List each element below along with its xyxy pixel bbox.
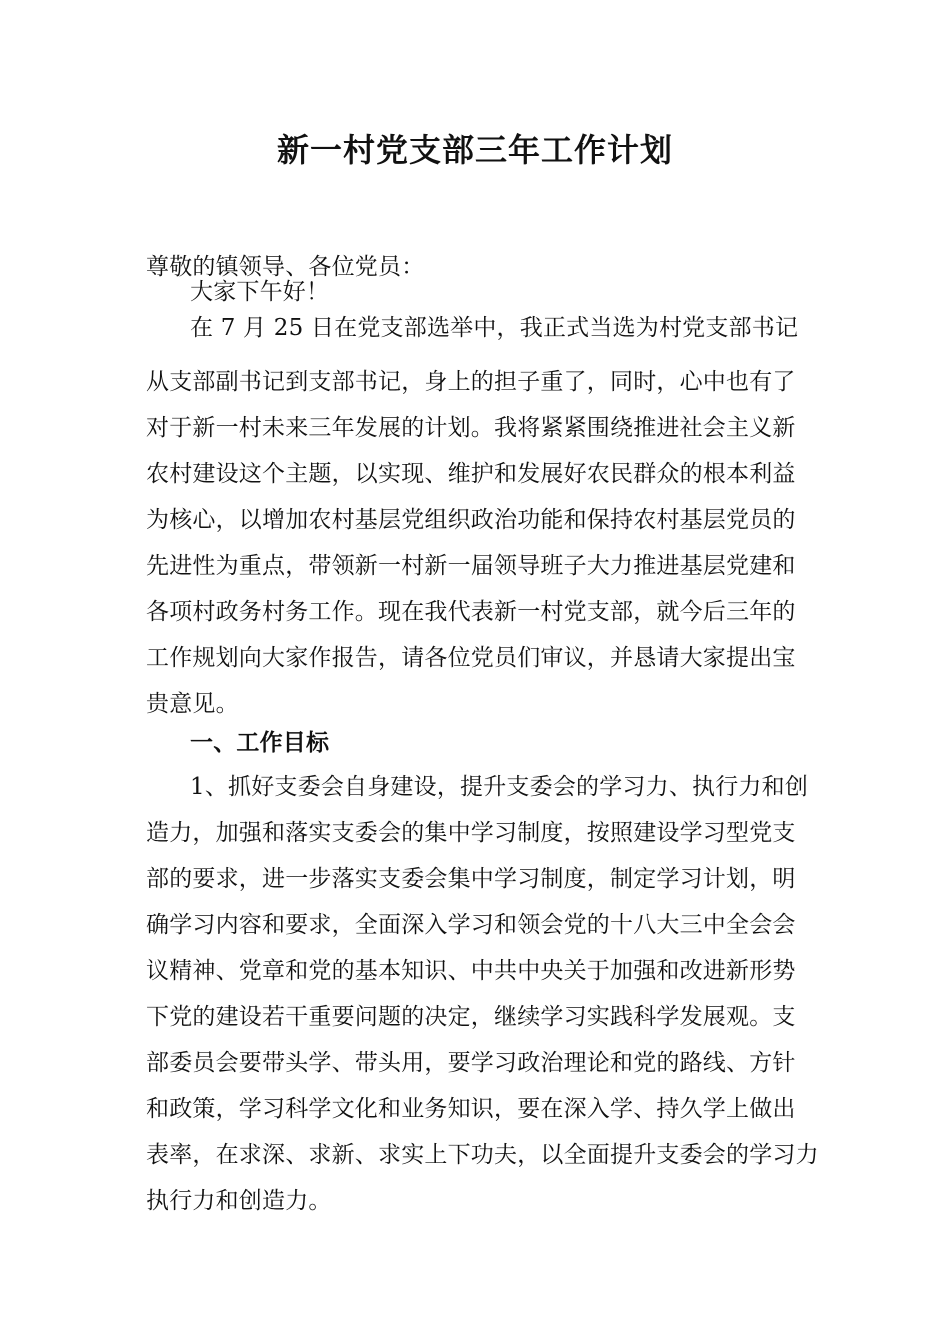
paragraph-line: 下党的建设若干重要问题的决定，继续学习实践科学发展观。支 bbox=[146, 1004, 796, 1030]
paragraph-line: 农村建设这个主题，以实现、维护和发展好农民群众的根本利益 bbox=[146, 461, 796, 487]
paragraph-line: 先进性为重点，带领新一村新一届领导班子大力推进基层党建和 bbox=[146, 553, 796, 579]
paragraph-line: 确学习内容和要求，全面深入学习和领会党的十八大三中全会会 bbox=[146, 912, 796, 938]
paragraph-line: 工作规划向大家作报告，请各位党员们审议，并恳请大家提出宝 bbox=[146, 645, 796, 671]
intro-first-line: 在 7 月 25 日在党支部选举中，我正式当选为村党支部书记 bbox=[190, 315, 799, 341]
paragraph-line: 议精神、党章和党的基本知识、中共中央关于加强和改进新形势 bbox=[146, 958, 796, 984]
paragraph-line: 从支部副书记到支部书记，身上的担子重了，同时，心中也有了 bbox=[146, 369, 796, 395]
paragraph-line: 造力，加强和落实支委会的集中学习制度，按照建设学习型党支 bbox=[146, 820, 796, 846]
salutation: 尊敬的镇领导、各位党员： bbox=[146, 254, 425, 280]
paragraph-line: 各项村政务村务工作。现在我代表新一村党支部，就今后三年的 bbox=[146, 599, 796, 625]
document-title: 新一村党支部三年工作计划 bbox=[276, 131, 673, 169]
paragraph-line: 贵意见。 bbox=[146, 691, 239, 717]
point1-first-line: 1、抓好支委会自身建设，提升支委会的学习力、执行力和创 bbox=[190, 774, 809, 800]
paragraph-line: 执行力和创造力。 bbox=[146, 1188, 332, 1214]
paragraph-line: 表率，在求深、求新、求实上下功夫，以全面提升支委会的学习力 bbox=[146, 1142, 819, 1168]
paragraph-line: 部的要求，进一步落实支委会集中学习制度，制定学习计划，明 bbox=[146, 866, 796, 892]
paragraph-line: 对于新一村未来三年发展的计划。我将紧紧围绕推进社会主义新 bbox=[146, 415, 796, 441]
paragraph-line: 为核心，以增加农村基层党组织政治功能和保持农村基层党员的 bbox=[146, 507, 796, 533]
greeting: 大家下午好！ bbox=[190, 279, 330, 305]
section-heading: 一、工作目标 bbox=[190, 730, 330, 756]
paragraph-line: 部委员会要带头学、带头用，要学习政治理论和党的路线、方针 bbox=[146, 1050, 796, 1076]
paragraph-line: 和政策，学习科学文化和业务知识，要在深入学、持久学上做出 bbox=[146, 1096, 796, 1122]
